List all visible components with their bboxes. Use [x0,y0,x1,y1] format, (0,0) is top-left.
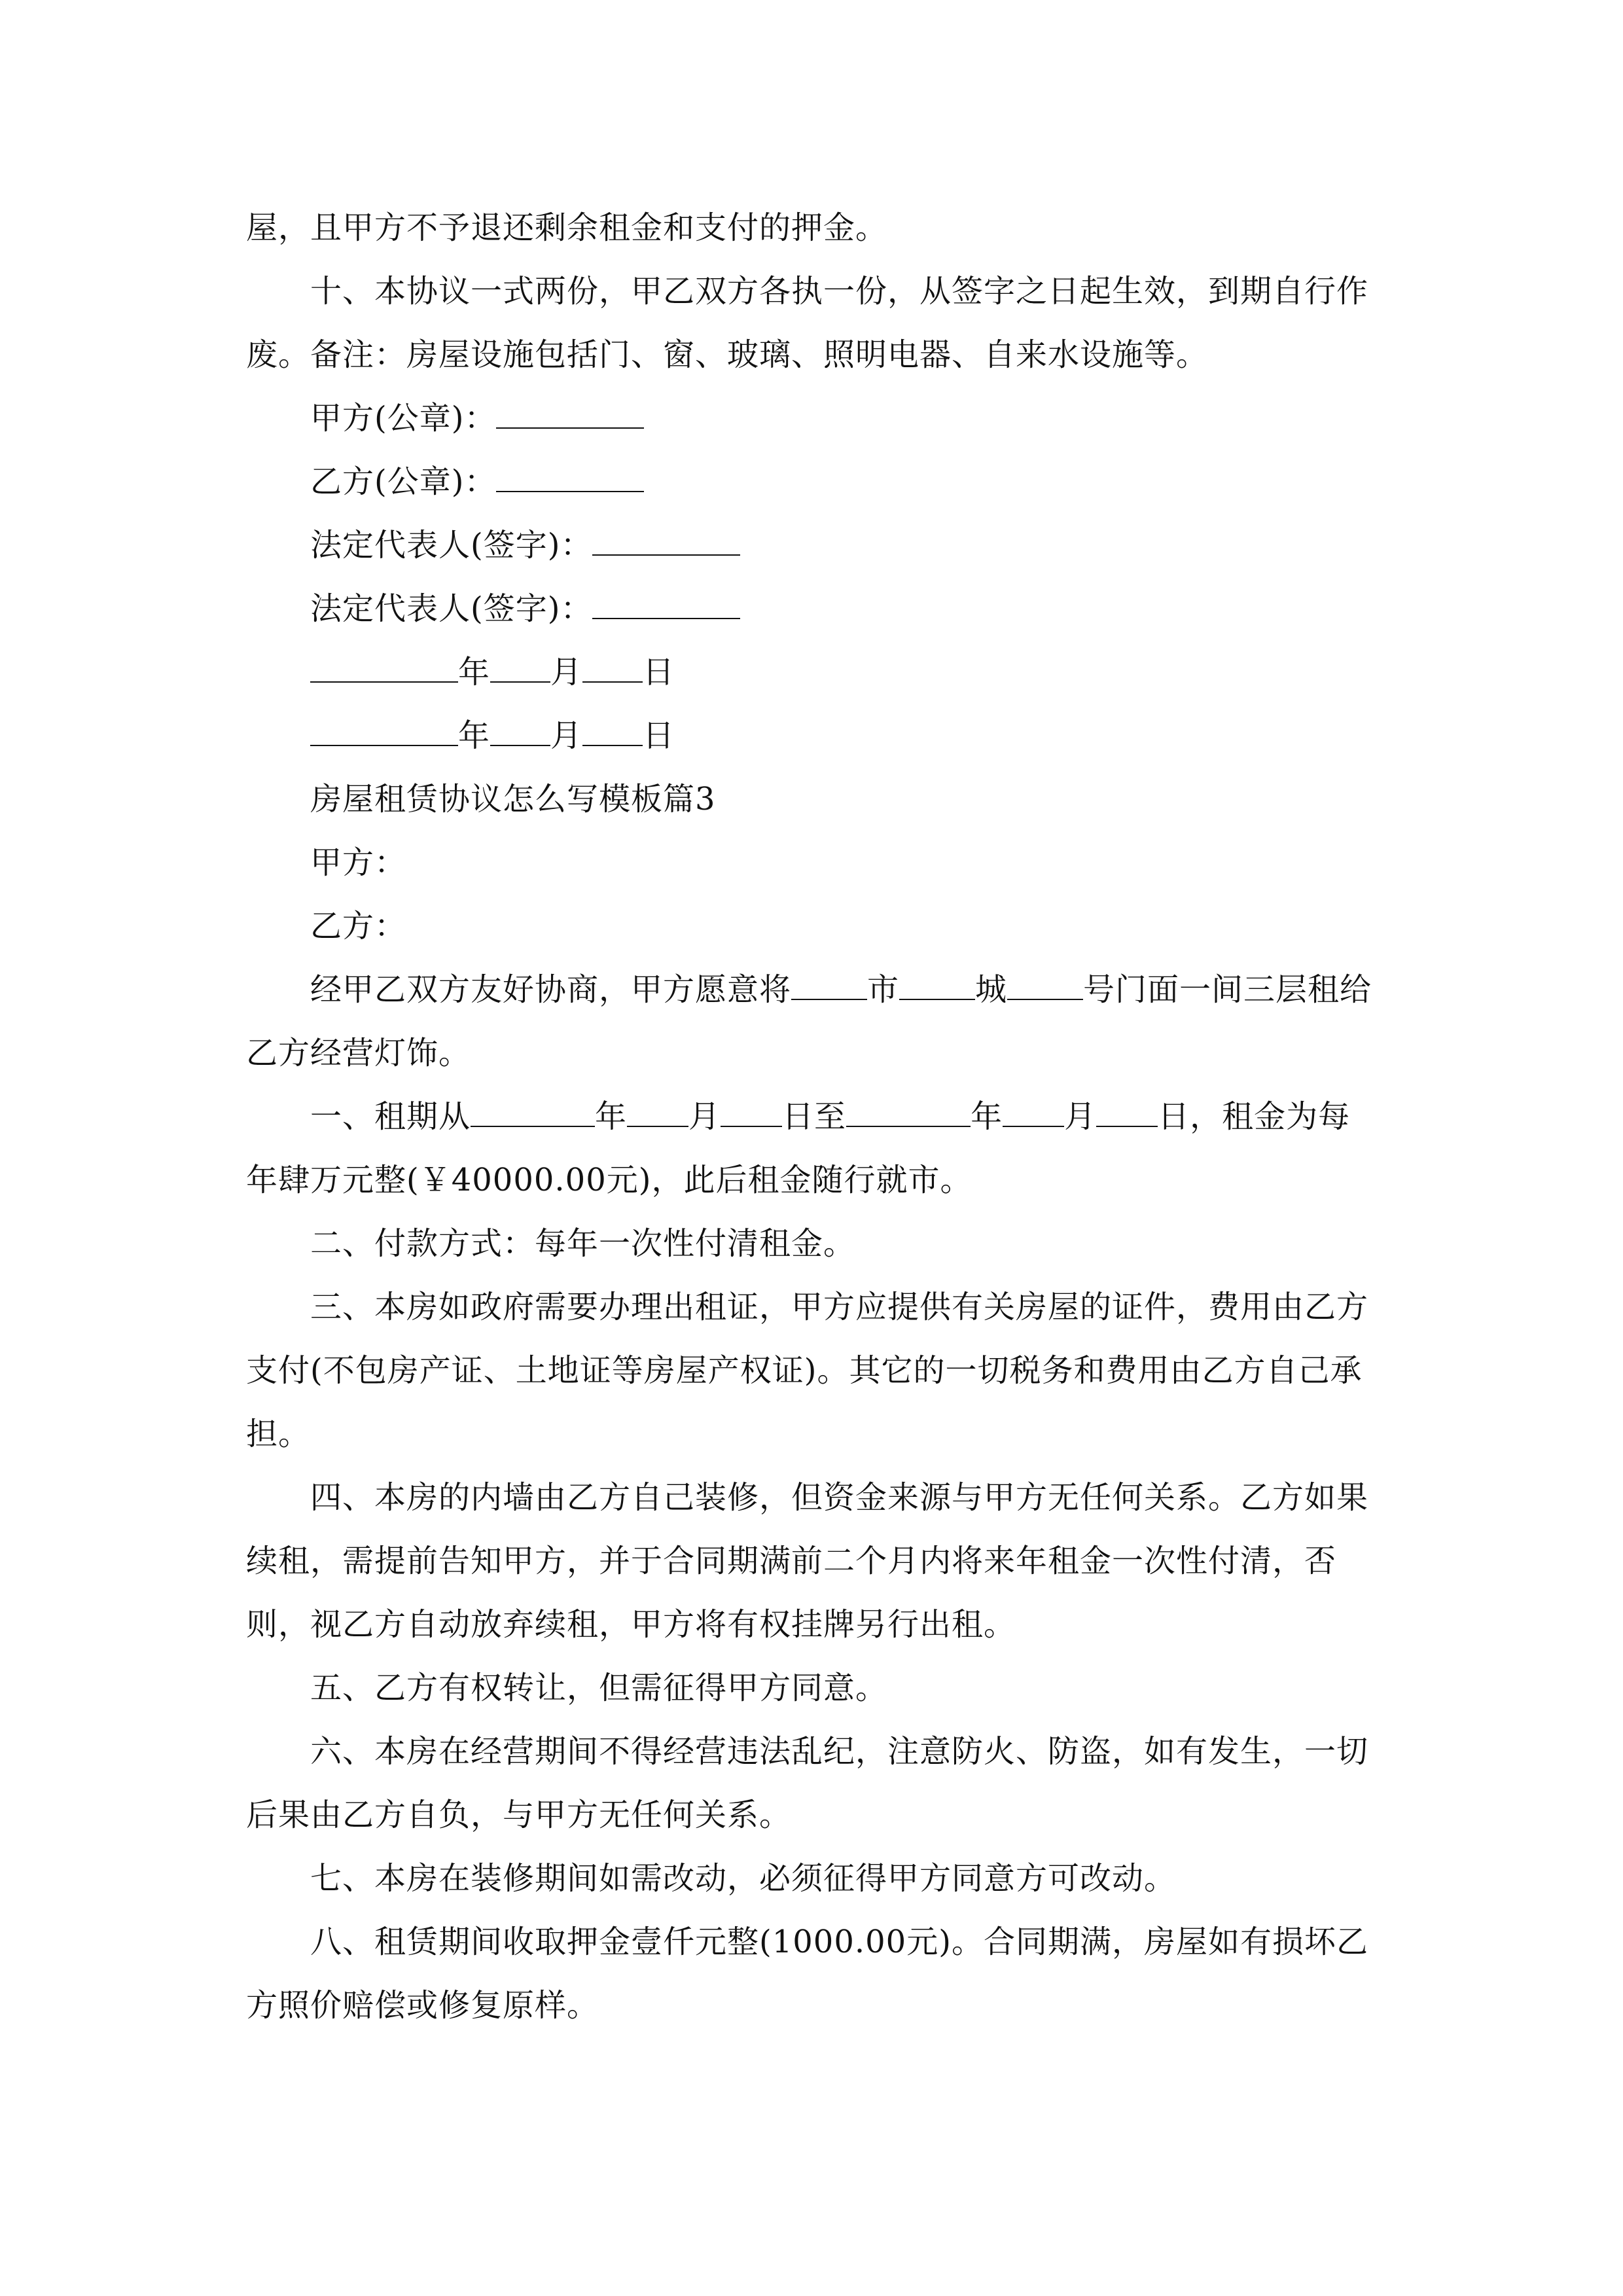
clause-six: 六、本房在经营期间不得经营违法乱纪，注意防火、防盗，如有发生，一切后果由乙方自负，与甲方无任何关系。 [246,1733,1369,1833]
section-heading: 房屋租赁协议怎么写模板篇3 [310,781,716,817]
signature-party-b-label: 乙方(公章)： [310,463,497,500]
date-blank [582,658,643,683]
clause-seven: 七、本房在装修期间如需改动，必须征得甲方同意方可改动。 [310,1860,1177,1897]
address-blank [899,975,975,1000]
clause-one [246,1085,1377,1212]
year-label: 年 [971,1098,1003,1135]
clause-ten: 十、本协议一式两份，甲乙双方各执一份，从签字之日起生效，到期自行作废。备注：房屋设施包括门、窗、玻璃、照明电器、自来水设施等。 [246,273,1369,373]
signature-party-b [246,450,1377,514]
date-blank [1003,1102,1064,1127]
month-label: 月 [688,1098,721,1135]
signature-blank [592,531,740,556]
paragraph-continuation: 屋，且甲方不予退还剩余租金和支付的押金。 [246,209,888,246]
document-body [246,196,1377,2037]
party-a-line: 甲方： [310,844,407,881]
clause-one-end: 日，租金为每年肆万元整(￥40000.00元)，此后租金随行就市。 [246,1098,1351,1198]
clause-five: 五、乙方有权转让，但需征得甲方同意。 [310,1670,888,1706]
signature-party-a-label: 甲方(公章)： [310,400,497,437]
month-label: 月 [550,717,583,754]
intro-city: 市 [867,971,900,1008]
clause-two: 二、付款方式：每年一次性付清租金。 [310,1225,856,1262]
date-blank [846,1102,971,1127]
date-blank [471,1102,595,1127]
date-blank [490,658,550,683]
year-label: 年 [458,654,491,691]
intro-paragraph [246,958,1377,1085]
date-blank [582,721,643,746]
address-blank [1007,975,1083,1000]
representative-a-label: 法定代表人(签字)： [310,527,593,564]
address-blank [791,975,867,1000]
date-line-1 [246,641,1377,704]
clause-one-to: 日至 [782,1098,847,1135]
intro-town: 城 [975,971,1008,1008]
month-label: 月 [550,654,583,691]
clause-three: 三、本房如政府需要办理出租证，甲方应提供有关房屋的证件，费用由乙方支付(不包房产证、土地证等房屋产权证)。其它的一切税务和费用由乙方自己承担。 [246,1289,1369,1452]
representative-b [246,577,1377,641]
date-blank [310,658,458,683]
date-blank [490,721,550,746]
signature-blank [496,404,644,429]
party-b-line: 乙方： [310,908,407,944]
year-label: 年 [458,717,491,754]
representative-b-label: 法定代表人(签字)： [310,590,593,627]
date-blank [1096,1102,1158,1127]
date-line-2 [246,704,1377,768]
intro-text-2: 号门面一间三层租给乙方经营灯饰。 [246,971,1372,1071]
date-blank [721,1102,782,1127]
intro-text-1: 经甲乙双方友好协商，甲方愿意将 [310,971,792,1008]
day-label: 日 [643,654,675,691]
month-label: 月 [1064,1098,1097,1135]
clause-eight: 八、租赁期间收取押金壹仟元整(1000.00元)。合同期满，房屋如有损坏乙方照价赔偿或修复原样。 [246,1924,1368,2024]
clause-four: 四、本房的内墙由乙方自己装修，但资金来源与甲方无任何关系。乙方如果续租，需提前告知甲方，并于合同期满前二个月内将来年租金一次性付清，否则，视乙方自动放弃续租，甲方将有权挂牌另行出租。 [246,1479,1369,1643]
year-label: 年 [595,1098,628,1135]
signature-blank [592,594,740,619]
clause-one-start: 一、租期从 [310,1098,471,1135]
day-label: 日 [643,717,675,754]
representative-a [246,514,1377,577]
signature-blank [496,467,644,492]
signature-party-a [246,387,1377,450]
date-blank [310,721,458,746]
date-blank [627,1102,688,1127]
